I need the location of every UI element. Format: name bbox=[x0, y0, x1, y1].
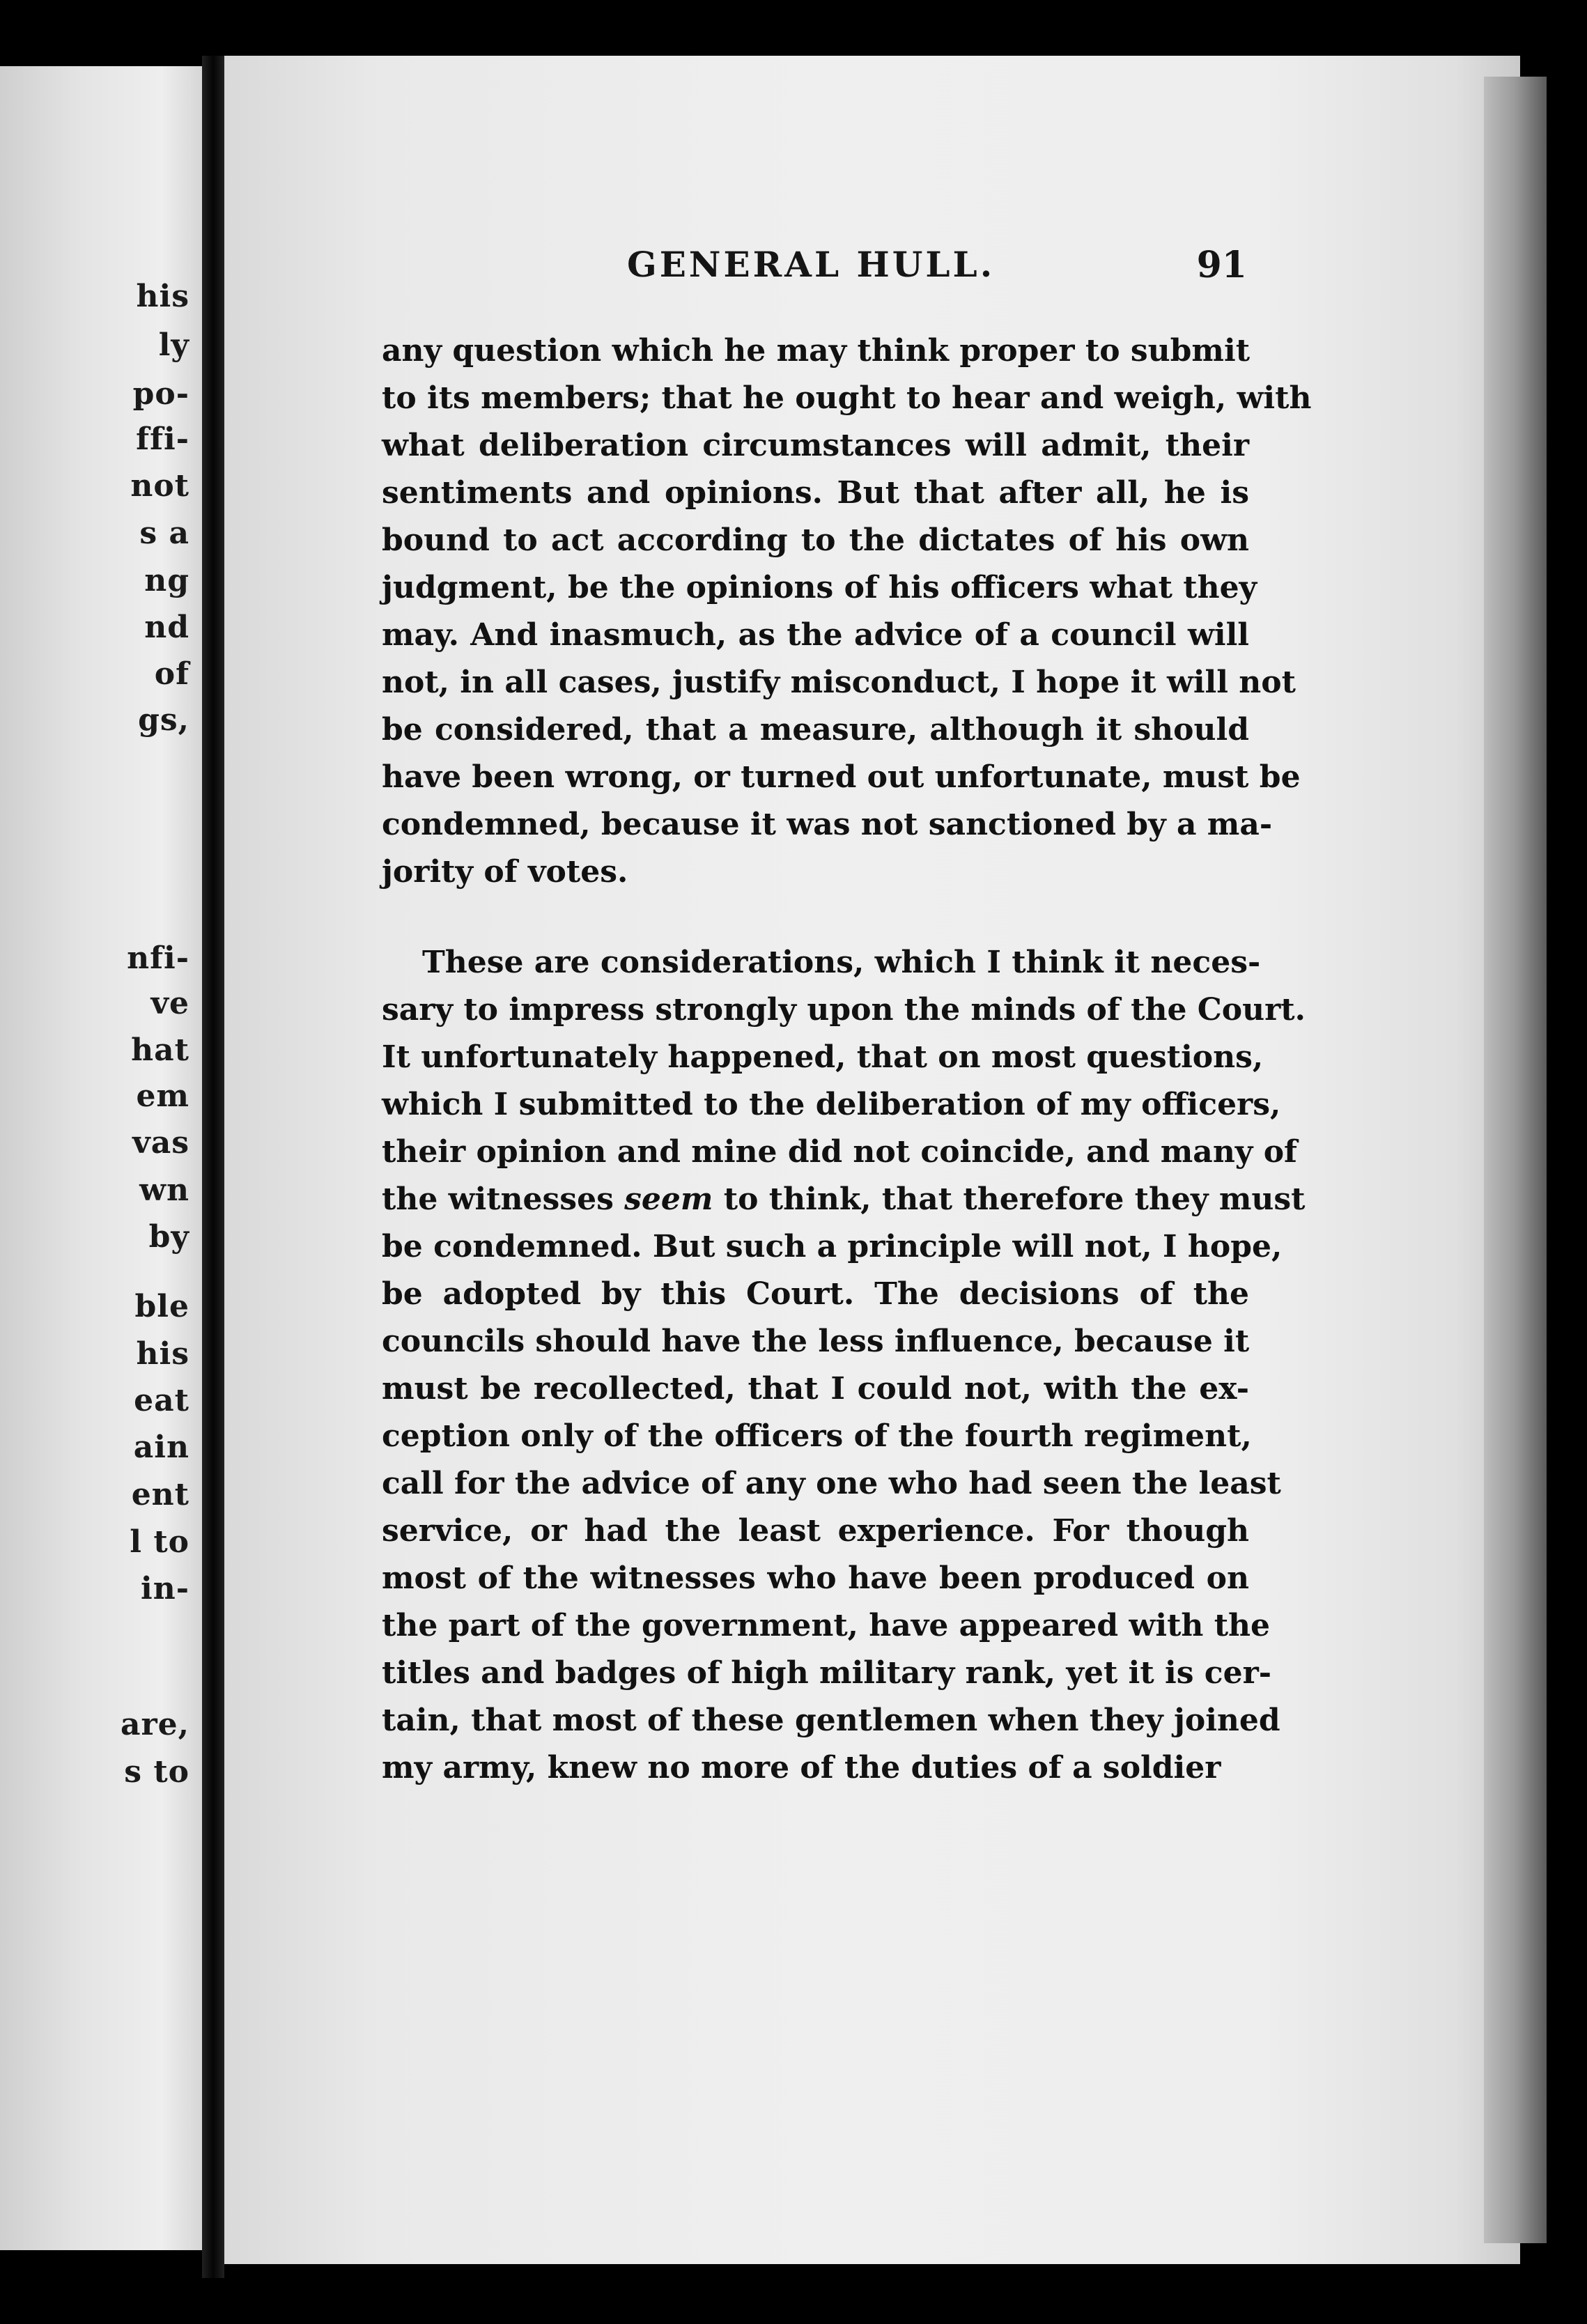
previous-page-fragment: his bbox=[136, 1336, 189, 1372]
previous-page-fragment: his bbox=[136, 279, 189, 314]
previous-page-fragment: s to bbox=[124, 1754, 189, 1790]
previous-page-strip bbox=[0, 66, 202, 2250]
text-line: tain, that most of these gentlemen when they joined bbox=[382, 1703, 1280, 1738]
paragraph bbox=[382, 939, 1306, 1792]
page-edge-shadow bbox=[1484, 77, 1547, 2243]
text-line: be adopted by this Court. The decisions of the bbox=[382, 1276, 1249, 1312]
previous-page-fragment: po- bbox=[132, 376, 189, 412]
text-line: service, or had the least experience. For though bbox=[382, 1513, 1249, 1549]
previous-page-fragment: ffi- bbox=[136, 421, 189, 457]
text-line: be condemned. But such a principle will not, I hope, bbox=[382, 1229, 1283, 1264]
previous-page-text-fragments bbox=[0, 66, 195, 2250]
previous-page-fragment: nfi- bbox=[127, 940, 189, 976]
previous-page-fragment: vas bbox=[132, 1125, 189, 1161]
running-head bbox=[390, 244, 1247, 293]
text-line: must be recollected, that I could not, with the ex- bbox=[382, 1371, 1249, 1407]
previous-page-fragment: ble bbox=[134, 1289, 189, 1324]
previous-page-fragment: not bbox=[130, 468, 189, 504]
previous-page-fragment: ve bbox=[150, 986, 189, 1021]
previous-page-fragment: s a bbox=[139, 516, 189, 551]
text-line: sentiments and opinions. But that after all, he is bbox=[382, 475, 1249, 511]
text-line: bound to act according to the dictates of his own bbox=[382, 522, 1249, 558]
previous-page-fragment: l to bbox=[130, 1524, 189, 1560]
text-line: have been wrong, or turned out unfortunate, must be bbox=[382, 759, 1301, 795]
text-line: not, in all cases, justify misconduct, I hope it will not bbox=[382, 665, 1296, 700]
text-line: the part of the government, have appeared with the bbox=[382, 1608, 1271, 1643]
running-title: GENERAL HULL. bbox=[627, 244, 996, 285]
previous-page-fragment: are, bbox=[120, 1707, 189, 1742]
page-number: 91 bbox=[1196, 244, 1247, 286]
previous-page-fragment: of bbox=[154, 656, 189, 692]
previous-page-fragment: in- bbox=[141, 1571, 189, 1606]
previous-page-fragment: ain bbox=[133, 1430, 189, 1465]
paragraph-gap bbox=[382, 896, 1249, 939]
previous-page-fragment: ly bbox=[158, 327, 189, 363]
text-line: which I submitted to the deliberation of my officers, bbox=[382, 1087, 1281, 1122]
previous-page-fragment: gs, bbox=[138, 702, 189, 738]
previous-page-fragment: by bbox=[148, 1219, 189, 1255]
book-gutter bbox=[202, 56, 224, 2278]
previous-page-fragment: ng bbox=[144, 563, 189, 598]
text-line: jority of votes. bbox=[382, 854, 628, 890]
text-line: condemned, because it was not sanctioned by a ma- bbox=[382, 807, 1273, 842]
text-line: the witnesses seem to think, that therefore they must bbox=[382, 1182, 1306, 1217]
text-line: call for the advice of any one who had seen the least bbox=[382, 1466, 1281, 1501]
previous-page-fragment: nd bbox=[144, 610, 189, 645]
text-line: sary to impress strongly upon the minds of the Court. bbox=[382, 992, 1306, 1028]
previous-page-fragment: wn bbox=[139, 1172, 189, 1208]
text-line: my army, knew no more of the duties of a soldier bbox=[382, 1750, 1221, 1785]
paragraph bbox=[382, 327, 1312, 896]
text-line: may. And inasmuch, as the advice of a council will bbox=[382, 617, 1249, 653]
previous-page-fragment: em bbox=[136, 1078, 189, 1114]
text-line: what deliberation circumstances will admit, their bbox=[382, 428, 1249, 463]
text-line: to its members; that he ought to hear and weigh, with bbox=[382, 380, 1312, 416]
text-line: titles and badges of high military rank, yet it is cer- bbox=[382, 1655, 1272, 1691]
text-line: It unfortunately happened, that on most questions, bbox=[382, 1039, 1264, 1075]
text-line: These are considerations, which I think it neces- bbox=[422, 945, 1261, 980]
text-line: be considered, that a measure, although it should bbox=[382, 712, 1249, 747]
text-line: judgment, be the opinions of his officers what they bbox=[382, 570, 1257, 605]
body-text bbox=[382, 327, 1312, 1792]
previous-page-fragment: ent bbox=[131, 1477, 189, 1512]
text-line: ception only of the officers of the fourth regiment, bbox=[382, 1418, 1252, 1454]
text-line: most of the witnesses who have been produced on bbox=[382, 1560, 1249, 1596]
previous-page-fragment: eat bbox=[134, 1383, 189, 1418]
text-line: councils should have the less influence, because it bbox=[382, 1324, 1250, 1359]
previous-page-fragment: hat bbox=[131, 1032, 189, 1068]
text-line: any question which he may think proper to submit bbox=[382, 333, 1251, 369]
text-line: their opinion and mine did not coincide, and many of bbox=[382, 1134, 1297, 1170]
